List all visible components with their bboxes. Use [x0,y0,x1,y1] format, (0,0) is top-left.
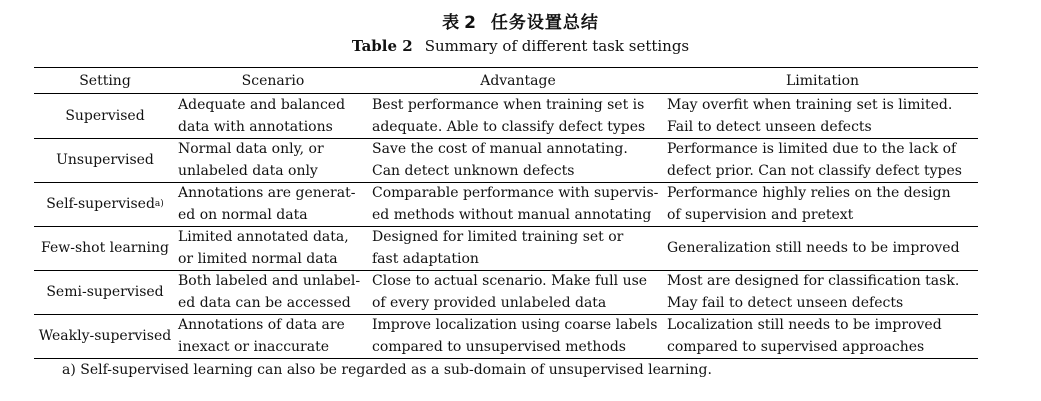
setting-name: Self-supervised [46,196,155,212]
cell-setting [34,138,176,182]
cell-limitation [667,314,978,358]
cell-setting [34,94,176,138]
cell-advantage [372,138,664,182]
cell-scenario [178,94,368,138]
cell-scenario-line: or limited normal data [178,251,338,267]
cell-limitation-line: Fail to detect unseen defects [667,119,872,135]
cell-scenario [178,138,368,182]
table-caption-chinese [0,8,1041,33]
caption-cn-label: 表 [442,13,461,33]
cell-advantage-line: Comparable performance with supervis- [372,185,659,201]
table-row [34,138,978,182]
cell-advantage-line: Best performance when training set is [372,97,645,113]
cell-scenario-line: Normal data only, or [178,141,324,157]
cell-limitation [667,182,978,226]
cell-advantage-line: Improve localization using coarse labels [372,317,658,333]
cell-advantage-line: Save the cost of manual annotating. [372,141,628,157]
cell-advantage [372,182,664,226]
cell-scenario [178,182,368,226]
cell-scenario [178,226,368,270]
cell-limitation-line: defect prior. Can not classify defect types [667,163,962,179]
cell-scenario-line: ed on normal data [178,207,308,223]
header-scenario: Scenario [241,73,305,89]
cell-scenario-line: data with annotations [178,119,333,135]
cell-setting [34,270,176,314]
cell-scenario-line: ed data can be accessed [178,295,351,311]
cell-limitation-line: Performance highly relies on the design [667,185,951,201]
cell-setting [34,314,176,358]
cell-limitation [667,226,978,270]
cell-limitation-line: compared to supervised approaches [667,339,925,355]
header-setting: Setting [79,73,131,89]
table-footnote: a) Self-supervised learning can also be regarded as a sub-domain of unsupervised learning. [62,362,712,378]
cell-limitation-line: of supervision and pretext [667,207,854,223]
cell-limitation [667,138,978,182]
cell-setting [34,226,176,270]
cell-setting: Self-supervised a) [34,182,176,226]
cell-scenario-line: Limited annotated data, [178,229,349,245]
cell-limitation-line: Generalization still needs to be improved [667,240,960,256]
caption-en-label: Table 2 [351,37,413,55]
cell-scenario [178,314,368,358]
cell-advantage [372,94,664,138]
cell-advantage-line: of every provided unlabeled data [372,295,607,311]
cell-scenario-line: Adequate and balanced [178,97,346,113]
setting-name: Semi-supervised [46,284,164,300]
table-row [34,270,978,314]
cell-advantage-line: adequate. Able to classify defect types [372,119,646,135]
setting-name: Few-shot learning [41,240,169,256]
cell-advantage [372,314,664,358]
cell-limitation-line: Performance is limited due to the lack of [667,141,957,157]
cell-advantage-line: fast adaptation [372,251,479,267]
table-row [34,182,978,226]
cell-advantage [372,226,664,270]
cell-scenario-line: unlabeled data only [178,163,318,179]
cell-scenario [178,270,368,314]
cell-limitation-line: May fail to detect unseen defects [667,295,904,311]
header-limitation: Limitation [785,73,860,89]
header-advantage: Advantage [480,73,556,89]
caption-number: 2 [464,13,477,33]
cell-advantage [372,270,664,314]
caption-cn-title: 任务设置总结 [490,13,599,33]
cell-limitation [667,270,978,314]
cell-limitation-line: Most are designed for classification task. [667,273,960,289]
table-row [34,94,978,138]
cell-advantage-line: Close to actual scenario. Make full use [372,273,648,289]
cell-advantage-line: Designed for limited training set or [372,229,624,245]
setting-name: Weakly-supervised [38,328,172,344]
cell-scenario-line: Annotations are generat- [178,185,356,201]
table-row [34,314,978,358]
table-caption-english [0,37,1041,55]
cell-limitation-line: May overfit when training set is limited. [667,97,953,113]
caption-en-title: Summary of different task settings [424,37,690,55]
setting-name: Supervised [65,108,145,124]
cell-scenario-line: inexact or inaccurate [178,339,329,355]
cell-scenario-line: Annotations of data are [178,317,345,333]
table-row [34,226,978,270]
setting-name: Unsupervised [56,152,154,168]
cell-scenario-line: Both labeled and unlabel- [178,273,361,289]
cell-advantage-line: ed methods without manual annotating [372,207,652,223]
table-top-rule [34,67,978,68]
cell-advantage-line: compared to unsupervised methods [372,339,626,355]
cell-limitation-line: Localization still needs to be improved [667,317,942,333]
cell-advantage-line: Can detect unknown defects [372,163,575,179]
cell-limitation [667,94,978,138]
